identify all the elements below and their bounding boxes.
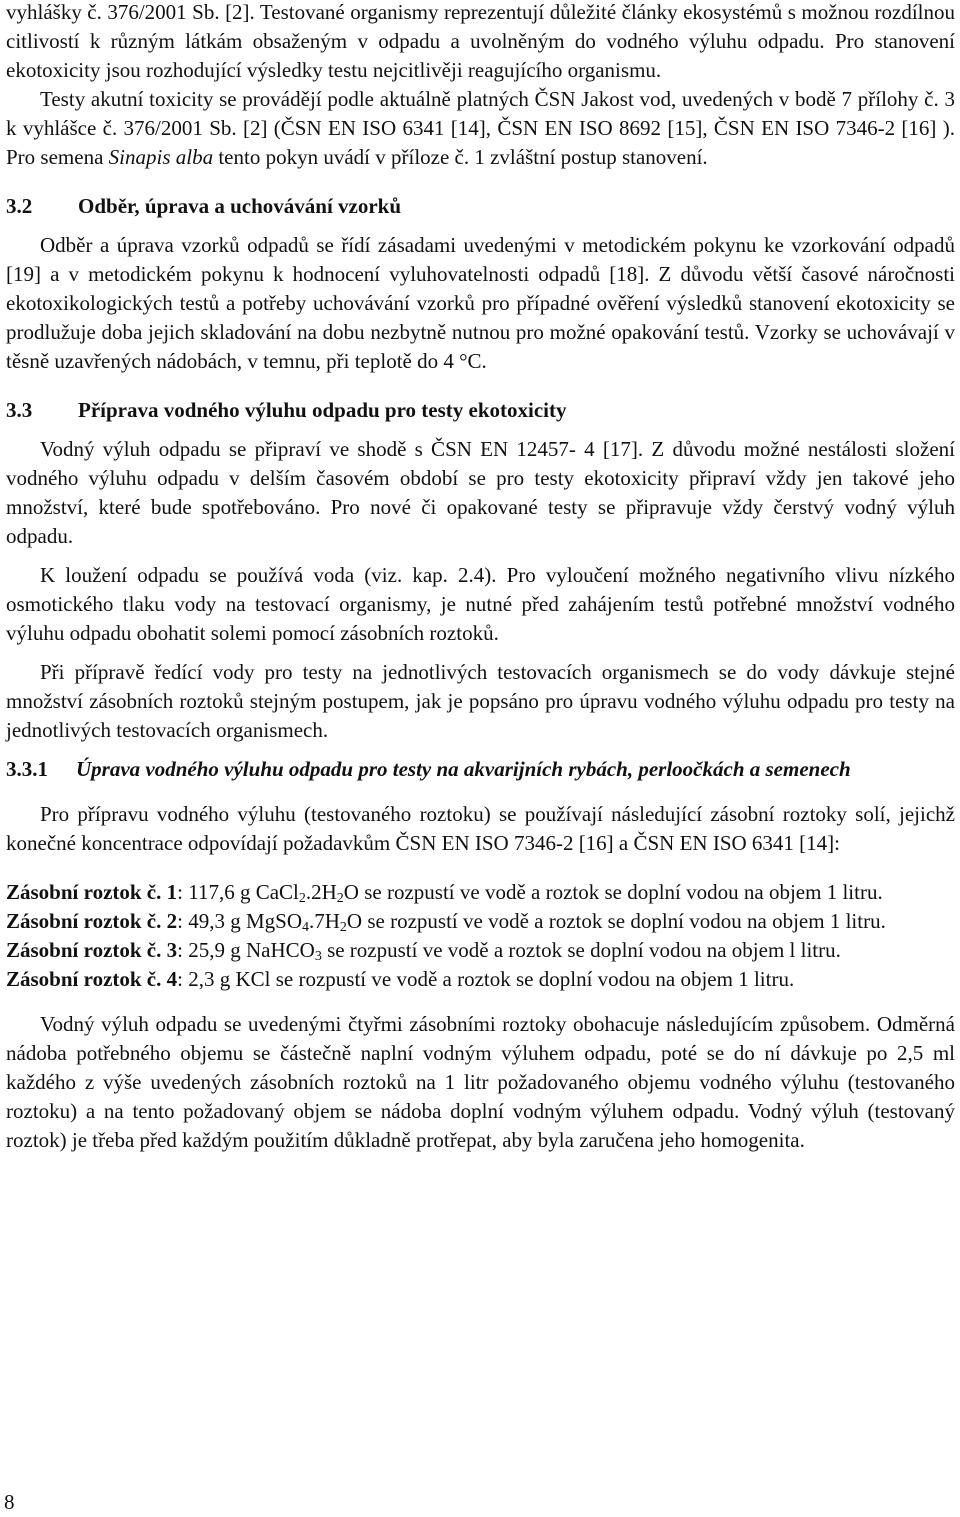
- stock-solution-instruction: se rozpustí ve vodě a roztok se doplní vodou na objem 1 litru.: [270, 967, 795, 991]
- final-paragraph: Vodný výluh odpadu se uvedenými čtyřmi zásobními roztoky obohacuje následujícím způsobem. Odměrná nádoba potřebného objemu se částečně naplní vodným výluhem odpadu, poté se do ní dávkuje po 2,5 ml každého z výše uvedených zásobních roztoků na 1 litr požadovaného objemu vodného výluhu (testovaného roztoku) a na tento požadovaný objem se nádoba doplní vodným výluhem odpadu. Vodný výluh (testovaný roztok) je třeba před každým použitím důkladně protřepat, aby byla zaručena jeho homogenita.: [6, 1012, 955, 1152]
- stock-solution-instruction: se rozpustí ve vodě a roztok se doplní vodou na objem l litru.: [321, 938, 841, 962]
- stock-solution-instruction: se rozpustí ve vodě a roztok se doplní vodou na objem 1 litru.: [362, 909, 886, 933]
- intro-paragraph: vyhlášky č. 376/2001 Sb. [2]. Testované organismy reprezentují důležité články ekosystémů s možnou rozdílnou citlivostí k různým látkám obsaženým v odpadu a uvolněným do vodného výluhu odpadu. Pro stanovení ekotoxicity jsou rozhodující výsledky testu nejcitlivěji reagujícího organismu.: [6, 0, 955, 82]
- subsection-title: Úprava vodného výluhu odpadu pro testy na akvarijních rybách, perloočkách a semenech: [76, 757, 851, 781]
- section-3-3-heading: [6, 396, 955, 425]
- section-number: 3.2: [6, 194, 33, 218]
- acute-text-after: tento pokyn uvádí v příloze č. 1 zvláštní postup stanovení.: [213, 145, 708, 169]
- formula-part: .7H: [309, 909, 340, 933]
- stock-solution-amount: : 25,9 g NaHCO: [177, 938, 315, 962]
- section-3-3-paragraph: Při přípravě ředící vody pro testy na jednotlivých testovacích organismech se do vody dávkuje stejné množství zásobních roztoků stejným postupem, jak je popsáno pro úpravu vodného výluhu odpadu pro testy na jednotlivých testovacích organismech.: [6, 660, 955, 742]
- stock-solution-item: [6, 936, 955, 965]
- section-3-2-heading: [6, 192, 955, 221]
- section-3-3-paragraph: Vodný výluh odpadu se připraví ve shodě s ČSN EN 12457- 4 [17]. Z důvodu možné nestálosti složení vodného výluhu odpadu v delším časovém období se pro testy ekotoxicity připraví vždy jen takové jeho množství, které bude spotřebováno. Pro nové či opakované testy se připravuje vždy čerstvý vodný výluh odpadu.: [6, 437, 955, 548]
- formula-subscript: 2: [336, 891, 344, 906]
- section-number: 3.3: [6, 398, 33, 422]
- stock-solution-label: Zásobní roztok č. 1: [6, 880, 178, 904]
- acute-text-before: Testy akutní toxicity se provádějí podle aktuálně platných ČSN Jakost vod, uvedených v bodě 7 přílohy č. 3 k vyhlášce č. 376/2001 Sb. [2] (ČSN EN ISO 6341 [14], ČSN EN ISO 8692 [15], ČSN EN ISO 7346-2 [16] ). Pro semena: [6, 87, 955, 169]
- section-3-2-paragraph: Odběr a úprava vzorků odpadů se řídí zásadami uvedenými v metodickém pokynu ke vzorkování odpadů [19] a v metodickém pokynu k hodnocení vyluhovatelnosti odpadů [18]. Z důvodu větší časové náročnosti ekotoxikologických testů a potřeby uchovávání vzorků pro případné ověření výsledků stanovení ekotoxicity se prodlužuje doba jejich skladování na dobu nezbytně nutnou pro možné opakování testů. Vzorky se uchovávají v těsně uzavřených nádobách, v temnu, při teplotě do 4 °C.: [6, 233, 955, 373]
- section-title: Příprava vodného výluhu odpadu pro testy ekotoxicity: [78, 398, 567, 422]
- page-number: 8: [4, 1490, 15, 1514]
- section-3-3-paragraph: K loužení odpadu se používá voda (viz. kap. 2.4). Pro vyloučení možného negativního vlivu nízkého osmotického tlaku vody na testovací organismy, je nutné před zahájením testů potřebné množství vodného výluhu odpadu obohatit solemi pomocí zásobních roztoků.: [6, 563, 955, 645]
- stock-solution-item: [6, 907, 955, 936]
- stock-solution-label: Zásobní roztok č. 3: [6, 938, 178, 962]
- formula-part: O: [346, 909, 363, 933]
- formula-subscript: 4: [302, 920, 309, 935]
- stock-solution-instruction: se rozpustí ve vodě a roztok se doplní vodou na objem 1 litru.: [358, 880, 883, 904]
- stock-solution-list: [6, 878, 955, 994]
- stock-solution-item: [6, 878, 955, 907]
- formula-part: O: [343, 880, 359, 904]
- stock-solution-label: Zásobní roztok č. 4: [6, 967, 178, 991]
- acute-toxicity-paragraph: [6, 85, 955, 172]
- formula-subscript: 2: [339, 920, 347, 935]
- formula-part: .2H: [305, 880, 337, 904]
- formula-subscript: 2: [298, 891, 306, 906]
- subsection-number: 3.3.1: [6, 757, 48, 781]
- section-3-3-1-heading: [6, 755, 955, 784]
- stock-solution-label: Zásobní roztok č. 2: [6, 909, 178, 933]
- stock-solution-amount: : 2,3 g KCl: [177, 967, 271, 991]
- stock-solution-amount: : 49,3 g MgSO: [177, 909, 302, 933]
- stock-solution-item: [6, 965, 955, 994]
- stock-solution-amount: : 117,6 g CaCl: [177, 880, 299, 904]
- formula-subscript: 3: [314, 949, 322, 964]
- species-name: Sinapis alba: [108, 145, 214, 169]
- section-title: Odběr, úprava a uchovávání vzorků: [78, 194, 402, 218]
- document-page: [6, 0, 955, 1155]
- section-3-3-1-paragraph: Pro přípravu vodného výluhu (testovaného roztoku) se používají následující zásobní roztoky solí, jejichž konečné koncentrace odpovídají požadavkům ČSN EN ISO 7346-2 [16] a ČSN EN ISO 6341 [14]:: [6, 802, 955, 855]
